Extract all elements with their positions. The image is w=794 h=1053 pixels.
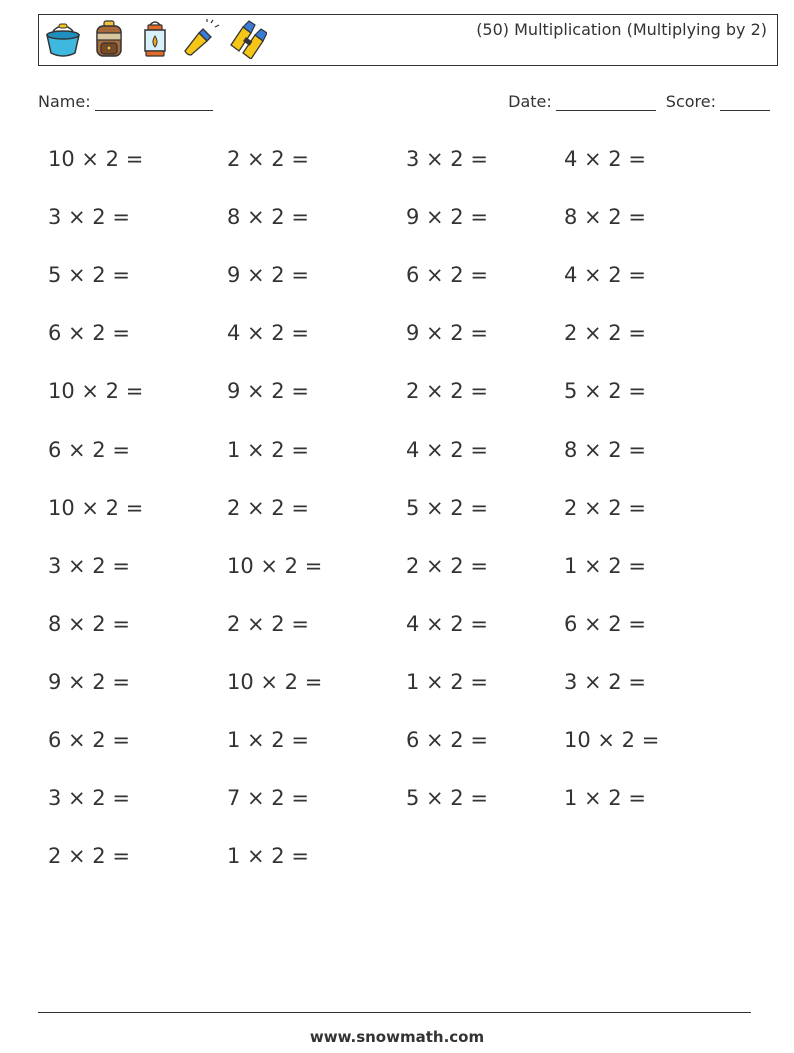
score-label: Score: <box>665 92 716 111</box>
problem-item: 5 × 2 = <box>406 496 488 520</box>
lantern-icon <box>135 19 175 59</box>
problem-item: 10 × 2 = <box>48 496 144 520</box>
problem-item: 10 × 2 = <box>227 670 323 694</box>
bucket-icon <box>43 19 83 59</box>
name-field <box>38 92 213 111</box>
problem-item: 1 × 2 = <box>227 844 309 868</box>
icon-strip <box>43 19 267 59</box>
problem-item: 1 × 2 = <box>564 554 646 578</box>
problem-item: 4 × 2 = <box>406 438 488 462</box>
problem-item: 6 × 2 = <box>406 728 488 752</box>
problem-item: 6 × 2 = <box>48 321 130 345</box>
problem-item: 9 × 2 = <box>48 670 130 694</box>
problem-item: 9 × 2 = <box>227 379 309 403</box>
footer-divider <box>38 1012 751 1013</box>
problem-item: 8 × 2 = <box>48 612 130 636</box>
problem-item: 4 × 2 = <box>227 321 309 345</box>
name-blank <box>95 92 213 111</box>
problem-item: 6 × 2 = <box>564 612 646 636</box>
problem-item: 2 × 2 = <box>227 147 309 171</box>
problem-item: 10 × 2 = <box>48 379 144 403</box>
problem-item: 2 × 2 = <box>564 321 646 345</box>
problem-item: 6 × 2 = <box>48 728 130 752</box>
problem-item: 3 × 2 = <box>48 786 130 810</box>
flashlight-icon <box>181 19 221 59</box>
problem-item: 1 × 2 = <box>227 438 309 462</box>
worksheet-header <box>38 14 778 66</box>
problem-item: 10 × 2 = <box>227 554 323 578</box>
problem-item: 10 × 2 = <box>564 728 660 752</box>
date-label: Date: <box>508 92 552 111</box>
problem-item: 4 × 2 = <box>564 147 646 171</box>
problem-item: 2 × 2 = <box>406 379 488 403</box>
backpack-icon <box>89 19 129 59</box>
problem-item: 3 × 2 = <box>564 670 646 694</box>
problem-item: 2 × 2 = <box>406 554 488 578</box>
problem-item: 8 × 2 = <box>564 205 646 229</box>
problem-item: 4 × 2 = <box>564 263 646 287</box>
problem-item: 1 × 2 = <box>227 728 309 752</box>
problem-item: 3 × 2 = <box>48 554 130 578</box>
problem-item: 6 × 2 = <box>48 438 130 462</box>
name-label: Name: <box>38 92 91 111</box>
problem-item: 9 × 2 = <box>406 321 488 345</box>
problem-item: 5 × 2 = <box>406 786 488 810</box>
problem-item: 2 × 2 = <box>227 612 309 636</box>
footer-site: www.snowmath.com <box>309 1028 485 1046</box>
problem-item: 4 × 2 = <box>406 612 488 636</box>
problem-item: 9 × 2 = <box>227 263 309 287</box>
problem-item: 9 × 2 = <box>406 205 488 229</box>
problem-item: 3 × 2 = <box>406 147 488 171</box>
problem-item: 8 × 2 = <box>227 205 309 229</box>
problem-item: 5 × 2 = <box>564 379 646 403</box>
problem-item: 3 × 2 = <box>48 205 130 229</box>
problem-item: 6 × 2 = <box>406 263 488 287</box>
problem-item: 5 × 2 = <box>48 263 130 287</box>
date-blank <box>556 92 656 111</box>
problem-item: 2 × 2 = <box>48 844 130 868</box>
problem-item: 10 × 2 = <box>48 147 144 171</box>
problem-item: 8 × 2 = <box>564 438 646 462</box>
score-blank <box>720 92 770 111</box>
worksheet-title: (50) Multiplication (Multiplying by 2) <box>476 20 767 39</box>
problem-item: 1 × 2 = <box>406 670 488 694</box>
date-score-fields <box>508 92 770 111</box>
problem-item: 1 × 2 = <box>564 786 646 810</box>
binoculars-icon <box>227 19 267 59</box>
problem-item: 2 × 2 = <box>227 496 309 520</box>
problem-item: 2 × 2 = <box>564 496 646 520</box>
problem-item: 7 × 2 = <box>227 786 309 810</box>
